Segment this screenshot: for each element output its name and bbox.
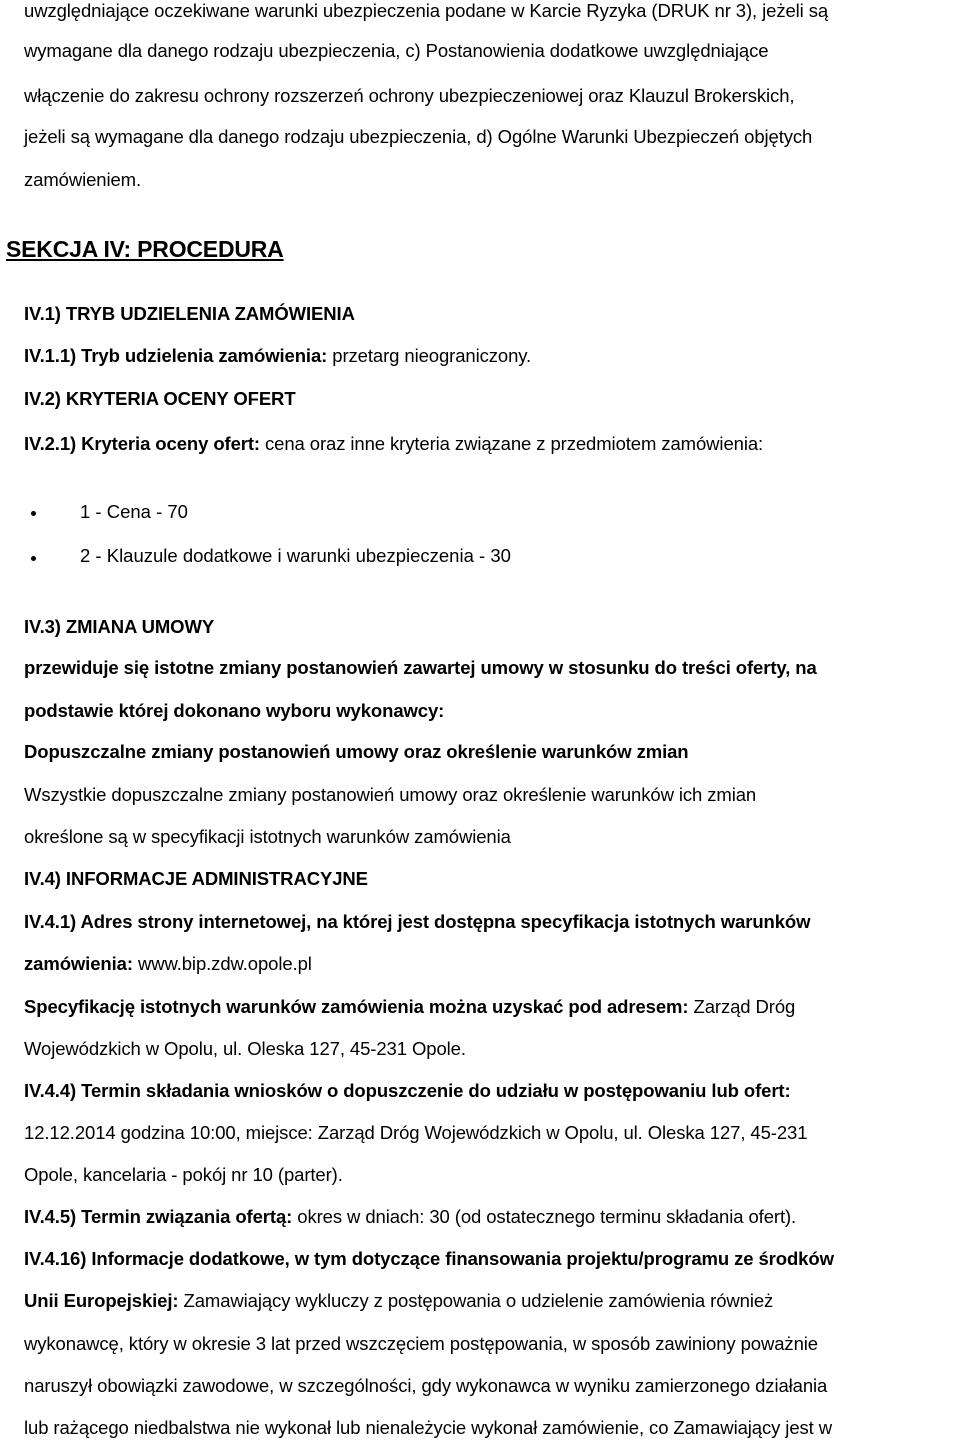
iv4-5-line <box>24 1206 954 1228</box>
intro-line-3: włączenie do zakresu ochrony rozszerzeń ochrony ubezpieczeniowej oraz Klauzul Brokerskich, <box>24 85 795 106</box>
iv4-4-line-1: 12.12.2014 godzina 10:00, miejsce: Zarząd Dróg Wojewódzkich w Opolu, ul. Oleska 127, 45-231 <box>24 1122 808 1143</box>
iv4-1-line-2 <box>24 953 954 975</box>
intro-line-2: wymagane dla danego rodzaju ubezpieczenia, c) Postanowienia dodatkowe uwzględniające <box>24 40 769 61</box>
iv4-16-label: Unii Europejskiej: <box>24 1290 179 1311</box>
iv4-1-label: zamówienia: <box>24 953 133 974</box>
iv4-siwz-line-1 <box>24 996 954 1018</box>
iv2-kryteria-label: IV.2.1) Kryteria oceny ofert: <box>24 433 260 454</box>
intro-line-5: zamówieniem. <box>24 169 142 190</box>
iv4-siwz-label: Specyfikację istotnych warunków zamówienia można uzyskać pod adresem: <box>24 996 689 1017</box>
iv4-16-line-2 <box>24 1290 954 1312</box>
iv1-tryb <box>24 345 954 367</box>
iv4-16-line-1: IV.4.16) Informacje dodatkowe, w tym dotyczące finansowania projektu/programu ze środków <box>24 1248 834 1269</box>
iv1-tryb-value: przetarg nieograniczony. <box>327 345 532 366</box>
iv4-1-url: www.bip.zdw.opole.pl <box>132 953 312 974</box>
iv3-bold-line-2: podstawie której dokonano wyboru wykonawcy: <box>24 700 445 721</box>
iv3-bold-line-1: przewiduje się istotne zmiany postanowień zawartej umowy w stosunku do treści oferty, na <box>24 657 817 678</box>
iv3-text-line-2: określone są w specyfikacji istotnych warunków zamówienia <box>24 826 511 847</box>
criterion-item-1: 1 - Cena - 70 <box>80 501 188 522</box>
iv4-16-line-5: lub rażącego niedbalstwa nie wykonał lub nienależycie wykonał zamówienie, co Zamawiający jest w <box>24 1417 832 1438</box>
iv4-16-line-3: wykonawcę, który w okresie 3 lat przed wszczęciem postępowania, w sposób zawiniony poważnie <box>24 1333 818 1354</box>
iv4-5-label: IV.4.5) Termin związania ofertą: <box>24 1206 293 1227</box>
criterion-item-2: 2 - Klauzule dodatkowe i warunki ubezpieczenia - 30 <box>80 545 511 566</box>
iv4-4-line-2: Opole, kancelaria - pokój nr 10 (parter). <box>24 1164 343 1185</box>
iv4-heading: IV.4) INFORMACJE ADMINISTRACYJNE <box>24 868 368 889</box>
section-title: SEKCJA IV: PROCEDURA <box>6 236 284 262</box>
bullet-dot <box>31 511 36 516</box>
iv4-16-line-4: naruszył obowiązki zawodowe, w szczególności, gdy wykonawca w wyniku zamierzonego działania <box>24 1375 828 1396</box>
iv3-bold-line-3: Dopuszczalne zmiany postanowień umowy oraz określenie warunków zmian <box>24 741 689 762</box>
iv4-1-line-1: IV.4.1) Adres strony internetowej, na której jest dostępna specyfikacja istotnych warunków <box>24 911 811 932</box>
iv3-heading: IV.3) ZMIANA UMOWY <box>24 616 215 637</box>
iv2-heading: IV.2) KRYTERIA OCENY OFERT <box>24 388 296 409</box>
iv1-heading: IV.1) TRYB UDZIELENIA ZAMÓWIENIA <box>24 303 355 324</box>
intro-line-4: jeżeli są wymagane dla danego rodzaju ubezpieczenia, d) Ogólne Warunki Ubezpieczeń objętych <box>24 126 813 147</box>
iv4-siwz-line-2: Wojewódzkich w Opolu, ul. Oleska 127, 45-231 Opole. <box>24 1038 466 1059</box>
iv4-4-heading: IV.4.4) Termin składania wniosków o dopuszczenie do udziału w postępowaniu lub ofert: <box>24 1080 791 1101</box>
bullet-dot <box>31 556 36 561</box>
iv4-5-value: okres w dniach: 30 (od ostatecznego terminu składania ofert). <box>292 1206 797 1227</box>
iv4-siwz-value-1: Zarząd Dróg <box>688 996 796 1017</box>
iv4-16-value-1: Zamawiający wykluczy z postępowania o udzielenie zamówienia również <box>178 1290 774 1311</box>
intro-line-1: uwzględniające oczekiwane warunki ubezpieczenia podane w Karcie Ryzyka (DRUK nr 3), jeżeli są <box>24 0 829 21</box>
iv2-kryteria <box>24 433 954 455</box>
iv3-text-line-1: Wszystkie dopuszczalne zmiany postanowień umowy oraz określenie warunków ich zmian <box>24 784 757 805</box>
iv1-tryb-label: IV.1.1) Tryb udzielenia zamówienia: <box>24 345 328 366</box>
iv2-kryteria-value: cena oraz inne kryteria związane z przedmiotem zamówienia: <box>259 433 764 454</box>
